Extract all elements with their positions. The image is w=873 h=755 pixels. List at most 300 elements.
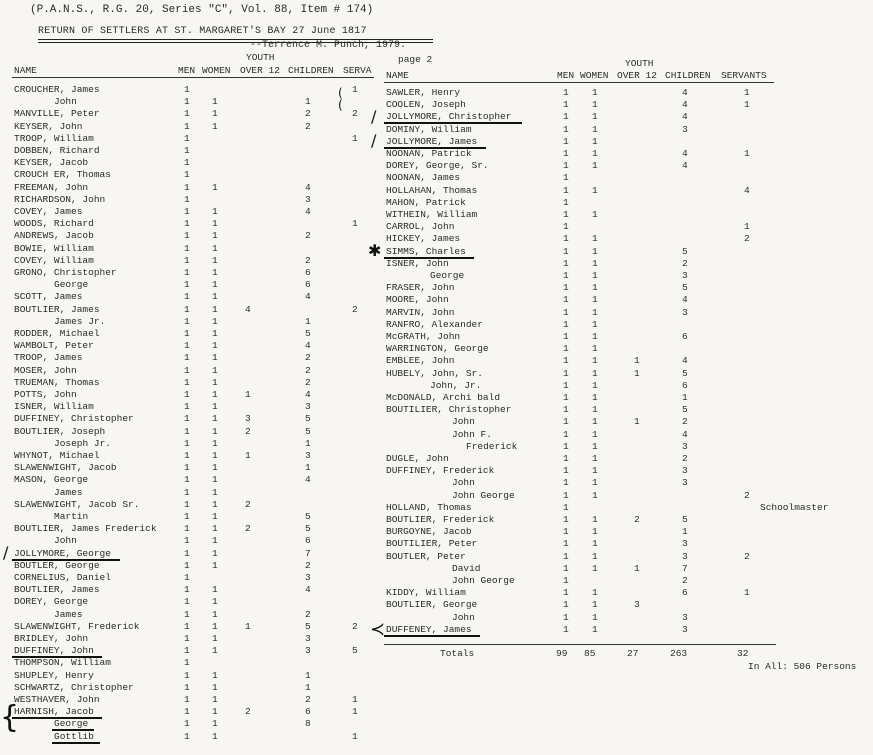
men-count: 1 — [184, 254, 190, 266]
table-row — [0, 87, 873, 99]
totals-men: 99 — [556, 648, 568, 659]
men-count: 1 — [184, 547, 190, 559]
settler-name: McGRATH, John — [386, 331, 461, 342]
men-count: 1 — [184, 694, 190, 705]
men-count: 1 — [563, 611, 569, 623]
women-count: 1 — [212, 437, 218, 449]
settler-name: HUBELY, John, Sr. — [386, 367, 483, 379]
children-count: 6 — [305, 535, 311, 547]
children-count: 5 — [682, 282, 688, 294]
settler-name: NOONAN, James — [386, 172, 461, 184]
women-count: 1 — [592, 489, 598, 501]
settler-name: WESTHAVER, John — [14, 694, 100, 705]
children-count: 7 — [682, 562, 688, 574]
children-count: 6 — [305, 279, 311, 291]
settler-name: MASON, George — [14, 474, 89, 486]
children-count: 5 — [305, 328, 311, 339]
women-count: 1 — [212, 511, 218, 522]
men-count: 1 — [563, 465, 569, 477]
women-count: 1 — [592, 416, 598, 428]
table-row — [0, 355, 873, 367]
servants-count: 1 — [744, 587, 750, 599]
youth-count: 2 — [634, 514, 640, 525]
occupation-note: Schoolmaster — [760, 501, 829, 513]
men-count: 1 — [563, 306, 569, 318]
children-header-right: CHILDREN — [665, 70, 711, 81]
settler-name: DUFFINEY, Frederick — [386, 465, 495, 477]
table-row — [0, 490, 873, 502]
table-row — [0, 233, 873, 245]
settler-name: TROOP, William — [14, 132, 94, 144]
settler-name: DUFFINEY, John — [14, 645, 94, 657]
settler-name: BOUTLIER, James — [14, 303, 100, 315]
table-row — [0, 538, 873, 550]
women-count: 1 — [212, 669, 218, 681]
children-count: 6 — [682, 379, 688, 391]
children-count: 1 — [682, 392, 688, 403]
women-count: 1 — [592, 623, 598, 635]
women-count: 1 — [212, 620, 218, 632]
settler-name: WHYNOT, Michael — [14, 450, 100, 461]
settler-name: MAHON, Patrick — [386, 196, 466, 208]
women-header-right: WOMEN — [580, 70, 609, 81]
servants-count: 2 — [744, 489, 750, 501]
men-count: 1 — [563, 599, 569, 611]
men-count: 1 — [184, 364, 190, 376]
children-count: 2 — [305, 608, 311, 620]
table-row — [0, 136, 873, 148]
youth-header-bottom: OVER 12 — [240, 65, 280, 76]
table-row — [0, 477, 873, 489]
children-count: 2 — [305, 254, 311, 266]
men-count: 1 — [563, 514, 569, 525]
women-count: 1 — [212, 413, 218, 425]
settler-name: HARNISH, Jacob — [14, 706, 94, 718]
women-count: 1 — [212, 694, 218, 705]
women-count: 1 — [592, 282, 598, 294]
children-count: 2 — [305, 230, 311, 242]
children-count: 2 — [682, 257, 688, 269]
women-count: 1 — [592, 404, 598, 416]
men-count: 1 — [184, 669, 190, 681]
women-count: 1 — [592, 233, 598, 245]
settler-name: BRIDLEY, John — [14, 633, 89, 644]
settler-name: Martin — [54, 511, 89, 522]
men-count: 1 — [563, 318, 569, 330]
men-count: 1 — [563, 575, 569, 586]
children-count: 2 — [682, 575, 688, 586]
table-row — [0, 246, 873, 258]
totals-youth: 27 — [627, 648, 639, 659]
children-count: 2 — [305, 352, 311, 364]
servants-header: SERVA — [343, 65, 372, 76]
settler-name: BOUTLIER, George — [386, 599, 478, 611]
women-count: 1 — [212, 584, 218, 596]
settler-name: John — [54, 535, 77, 547]
men-count: 1 — [563, 440, 569, 452]
men-count: 1 — [563, 257, 569, 269]
settler-name: FRASER, John — [386, 282, 455, 294]
men-count: 1 — [184, 413, 190, 425]
children-count: 2 — [305, 694, 311, 705]
table-row — [0, 502, 873, 514]
youth-header-top: YOUTH — [246, 52, 275, 63]
men-count: 1 — [563, 416, 569, 428]
servants-count: 1 — [744, 221, 750, 233]
table-row — [0, 575, 873, 587]
children-count: 4 — [305, 291, 311, 303]
men-count: 1 — [563, 623, 569, 635]
children-header: CHILDREN — [288, 65, 334, 76]
men-count: 1 — [184, 389, 190, 400]
children-count: 3 — [682, 465, 688, 477]
table-row — [0, 331, 873, 343]
women-count: 1 — [212, 291, 218, 303]
men-count: 1 — [563, 428, 569, 440]
table-row — [0, 514, 873, 526]
women-count: 1 — [592, 587, 598, 599]
men-count: 1 — [563, 392, 569, 403]
women-count: 1 — [592, 599, 598, 611]
women-count: 1 — [592, 562, 598, 574]
men-count: 1 — [184, 718, 190, 730]
women-count: 1 — [212, 633, 218, 644]
men-count: 1 — [563, 270, 569, 281]
margin-slash-mark: / — [371, 131, 377, 150]
settler-name: SCOTT, James — [14, 291, 83, 303]
children-count: 4 — [682, 111, 688, 123]
youth-count: 1 — [634, 562, 640, 574]
youth-header-bottom-right: OVER 12 — [617, 70, 657, 81]
women-count: 1 — [592, 135, 598, 147]
name-underline — [52, 742, 100, 744]
archive-reference: (P.A.N.S., R.G. 20, Series "C", Vol. 88, Item # 174) — [30, 4, 374, 16]
settler-name: DOBBEN, Richard — [14, 145, 100, 156]
table-row — [0, 404, 873, 416]
children-count: 4 — [305, 389, 311, 400]
settler-name: John — [452, 611, 475, 623]
settler-name: SLAWENWIGHT, Jacob — [14, 462, 117, 474]
men-count: 1 — [184, 157, 190, 169]
men-count: 1 — [563, 404, 569, 416]
settler-name: CORNELIUS, Daniel — [14, 572, 111, 583]
table-row — [0, 270, 873, 282]
table-row — [0, 307, 873, 319]
table-row — [0, 453, 873, 465]
author-credit: --Terrence M. Punch, 1979. — [250, 40, 407, 51]
men-count: 1 — [184, 511, 190, 522]
right-header-rule — [384, 82, 774, 83]
women-count: 1 — [592, 428, 598, 440]
women-count: 1 — [212, 230, 218, 242]
settler-name: BOUTLIER, James Frederick — [14, 523, 157, 535]
settler-name: POTTS, John — [14, 389, 77, 400]
settler-name: BOUTLER, George — [14, 559, 100, 571]
settler-name: Joseph Jr. — [54, 437, 112, 449]
men-count: 1 — [563, 196, 569, 208]
bracket-mark: ( — [338, 86, 343, 100]
settler-name: SLAWENWIGHT, Jacob Sr. — [14, 498, 140, 510]
men-count: 1 — [184, 657, 190, 669]
totals-servants: 32 — [737, 648, 749, 659]
children-count: 2 — [305, 120, 311, 132]
children-count: 5 — [305, 620, 311, 632]
men-count: 1 — [184, 559, 190, 571]
table-row — [0, 416, 873, 428]
settler-name: GRONO, Christopher — [14, 267, 117, 278]
children-count: 4 — [305, 474, 311, 486]
settler-name: RANFRO, Alexander — [386, 318, 483, 330]
women-count: 1 — [212, 254, 218, 266]
women-count: 1 — [212, 559, 218, 571]
children-count: 3 — [305, 401, 311, 413]
children-count: 8 — [305, 718, 311, 730]
table-row — [0, 294, 873, 306]
settler-name: FREEMAN, John — [14, 181, 89, 193]
men-count: 1 — [184, 681, 190, 693]
children-count: 3 — [305, 645, 311, 657]
children-count: 4 — [682, 87, 688, 98]
women-count: 1 — [592, 550, 598, 562]
men-count: 1 — [563, 87, 569, 98]
men-count: 1 — [184, 401, 190, 413]
totals-women: 85 — [584, 648, 596, 659]
children-count: 3 — [682, 440, 688, 452]
settler-name: JOLLYMORE, Christopher — [386, 111, 512, 123]
men-count: 1 — [563, 526, 569, 538]
settler-name: BOUTILIER, Christopher — [386, 404, 512, 416]
children-count: 5 — [305, 425, 311, 437]
women-count: 1 — [592, 318, 598, 330]
men-count: 1 — [184, 108, 190, 120]
servants-count: 2 — [352, 303, 358, 315]
men-count: 1 — [184, 450, 190, 461]
women-count: 1 — [212, 340, 218, 352]
settler-name: DOMINY, William — [386, 123, 472, 135]
settler-name: George — [54, 718, 89, 730]
children-count: 3 — [682, 123, 688, 135]
men-count: 1 — [563, 282, 569, 294]
women-count: 1 — [212, 474, 218, 486]
table-row — [0, 624, 873, 636]
settler-name: ANDREWS, Jacob — [14, 230, 94, 242]
settler-name: JOLLYMORE, George — [14, 547, 111, 559]
table-row — [0, 694, 873, 706]
children-count: 2 — [305, 559, 311, 571]
table-row — [0, 429, 873, 441]
women-count: 1 — [212, 547, 218, 559]
children-count: 3 — [682, 477, 688, 489]
women-count: 1 — [592, 331, 598, 342]
children-count: 3 — [305, 450, 311, 461]
youth-count: 2 — [245, 706, 251, 718]
women-count: 1 — [592, 184, 598, 196]
children-count: 1 — [305, 681, 311, 693]
servants-count: 1 — [744, 148, 750, 159]
men-count: 1 — [184, 608, 190, 620]
children-count: 3 — [682, 538, 688, 550]
women-count: 1 — [592, 367, 598, 379]
men-count: 1 — [184, 96, 190, 108]
settler-name: TROOP, James — [14, 352, 83, 364]
settler-name: DOREY, George, Sr. — [386, 160, 489, 172]
settler-name: WOODS, Richard — [14, 218, 94, 230]
settler-name: BOUTLIER, Frederick — [386, 514, 495, 525]
children-count: 3 — [305, 572, 311, 583]
servants-count: 2 — [744, 233, 750, 245]
men-count: 1 — [184, 340, 190, 352]
settler-name: CARROL, John — [386, 221, 455, 233]
men-count: 1 — [184, 572, 190, 583]
women-count: 1 — [212, 108, 218, 120]
women-count: 1 — [212, 267, 218, 278]
settler-name: KIDDY, William — [386, 587, 466, 599]
settler-name: WARRINGTON, George — [386, 343, 489, 355]
men-count: 1 — [563, 331, 569, 342]
men-count: 1 — [184, 486, 190, 498]
men-count: 1 — [563, 245, 569, 257]
women-count: 1 — [212, 523, 218, 535]
women-count: 1 — [212, 535, 218, 547]
men-count: 1 — [184, 462, 190, 474]
youth-count: 1 — [245, 450, 251, 461]
men-count: 1 — [184, 535, 190, 547]
settler-name: John, Jr. — [430, 379, 482, 391]
women-count: 1 — [592, 257, 598, 269]
servants-count: 1 — [352, 132, 358, 144]
table-row — [0, 148, 873, 160]
men-count: 1 — [563, 209, 569, 220]
children-count: 4 — [305, 340, 311, 352]
table-row — [0, 221, 873, 233]
table-row — [0, 172, 873, 184]
settler-name: John F. — [452, 428, 492, 440]
settler-name: McDONALD, Archi bald — [386, 392, 501, 403]
men-count: 1 — [184, 437, 190, 449]
settler-name: John George — [452, 575, 515, 586]
table-row — [0, 612, 873, 624]
children-count: 4 — [305, 584, 311, 596]
men-count: 1 — [563, 135, 569, 147]
settler-name: John — [54, 96, 77, 108]
table-row — [0, 319, 873, 331]
women-count: 1 — [592, 526, 598, 538]
children-count: 5 — [682, 367, 688, 379]
youth-count: 2 — [245, 498, 251, 510]
men-count: 1 — [563, 111, 569, 123]
children-count: 3 — [305, 193, 311, 205]
youth-count: 1 — [245, 620, 251, 632]
women-count: 1 — [212, 218, 218, 230]
table-row — [0, 682, 873, 694]
women-count: 1 — [592, 294, 598, 306]
children-count: 1 — [305, 437, 311, 449]
settler-name: THOMPSON, William — [14, 657, 111, 669]
children-count: 1 — [682, 526, 688, 538]
settler-name: George — [54, 279, 89, 291]
settler-name: MARVIN, John — [386, 306, 455, 318]
servants-count: 2 — [352, 108, 358, 120]
margin-slash-mark: / — [3, 543, 9, 562]
table-row — [0, 718, 873, 730]
servants-count: 4 — [744, 184, 750, 196]
children-count: 6 — [305, 706, 311, 718]
servants-count: 1 — [352, 730, 358, 742]
settler-name: ISNER, John — [386, 257, 449, 269]
settler-name: James — [54, 608, 83, 620]
women-count: 1 — [592, 611, 598, 623]
men-count: 1 — [184, 352, 190, 364]
children-count: 2 — [682, 453, 688, 464]
men-count: 1 — [184, 181, 190, 193]
men-count: 1 — [184, 376, 190, 388]
settler-name: JOLLYMORE, James — [386, 135, 478, 147]
men-count: 1 — [184, 328, 190, 339]
men-count: 1 — [563, 477, 569, 489]
servants-count: 1 — [352, 84, 358, 95]
men-count: 1 — [563, 294, 569, 306]
youth-count: 1 — [634, 355, 640, 367]
name-header: NAME — [14, 65, 37, 76]
settler-name: John — [452, 416, 475, 428]
women-count: 1 — [592, 379, 598, 391]
servants-count: 2 — [352, 620, 358, 632]
table-row — [0, 526, 873, 538]
settler-name: DOREY, George — [14, 596, 89, 608]
settler-name: BOUTLIER, James — [14, 584, 100, 596]
table-row — [0, 368, 873, 380]
men-count: 1 — [184, 425, 190, 437]
children-count: 6 — [682, 331, 688, 342]
women-count: 1 — [212, 498, 218, 510]
women-count: 1 — [592, 245, 598, 257]
men-count: 1 — [184, 315, 190, 327]
children-count: 4 — [305, 181, 311, 193]
name-header-right: NAME — [386, 70, 409, 81]
men-count: 1 — [184, 230, 190, 242]
men-count: 1 — [563, 501, 569, 513]
settler-name: David — [452, 562, 481, 574]
men-count: 1 — [563, 172, 569, 184]
children-count: 5 — [305, 511, 311, 522]
women-count: 1 — [212, 181, 218, 193]
children-count: 5 — [682, 514, 688, 525]
men-count: 1 — [563, 367, 569, 379]
women-count: 1 — [212, 486, 218, 498]
left-header-rule — [12, 77, 374, 78]
settler-name: MOORE, John — [386, 294, 449, 306]
table-row — [0, 563, 873, 575]
children-count: 4 — [682, 355, 688, 367]
women-count: 1 — [592, 111, 598, 123]
totals-children: 263 — [670, 648, 688, 659]
children-count: 3 — [682, 550, 688, 562]
settler-name: DUFFENEY, James — [386, 623, 472, 635]
settler-name: BOWIE, William — [14, 242, 94, 254]
table-row — [0, 380, 873, 392]
women-count: 1 — [212, 364, 218, 376]
women-count: 1 — [592, 99, 598, 111]
men-count: 1 — [184, 596, 190, 608]
table-row — [0, 282, 873, 294]
settler-name: John — [452, 477, 475, 489]
servants-count: 1 — [352, 218, 358, 230]
table-row — [0, 197, 873, 209]
women-count: 1 — [212, 462, 218, 474]
table-row — [0, 587, 873, 599]
settler-name: HOLLAND, Thomas — [386, 501, 472, 513]
men-count: 1 — [563, 587, 569, 599]
